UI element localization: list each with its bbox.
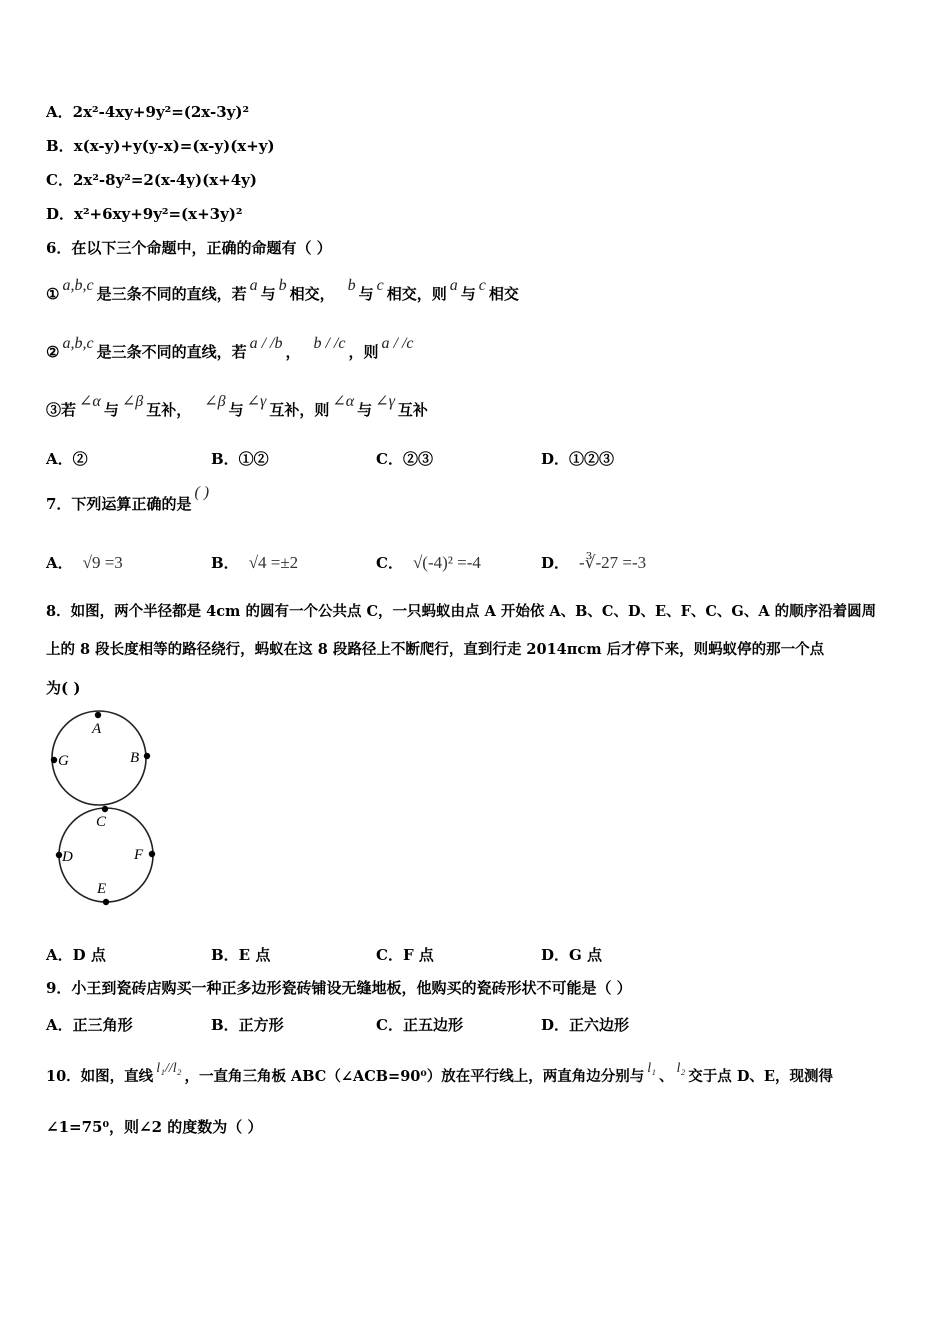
label-f: F [134, 847, 144, 863]
q8-option-b: B．E 点 [211, 946, 271, 964]
option-text: 2x²-4xy+9y²=(2x-3y)² [72, 103, 250, 121]
q9-option-c: C．正五边形 [376, 1016, 463, 1034]
two-circles-figure [46, 706, 162, 912]
option-text: x(x-y)+y(y-x)=(x-y)(x+y) [73, 137, 275, 155]
statement-text: 互补，则 [269, 401, 330, 419]
label-d: D [62, 849, 73, 865]
q9-option-b: B．正方形 [211, 1016, 284, 1034]
question-text: 、 [659, 1068, 674, 1085]
q7-option-a [46, 552, 123, 573]
option-math: √4 =±2 [248, 553, 299, 572]
q10-line-2: ∠1=75⁰，则∠2 的度数为（ ） [46, 1118, 263, 1136]
q7-option-b [211, 552, 298, 573]
label-e: E [97, 881, 107, 897]
math-expr: l₁//l₂ [156, 1061, 182, 1076]
statement-text: 与 [357, 401, 373, 419]
statement-number: ① [46, 285, 60, 303]
question-text: 交于点 D、E，现测得 [688, 1068, 833, 1085]
statement-text: 是三条不同的直线，若 [96, 285, 247, 303]
q5-option-b [46, 136, 275, 156]
math-expr: a / /c [381, 335, 414, 352]
q10-line-1 [46, 1061, 833, 1088]
math-expr: a / /b [249, 335, 283, 352]
math-var: a,b,c [62, 335, 94, 352]
math-expr: b / /c [313, 335, 346, 352]
math-var: b [278, 277, 287, 294]
q6-option-a: A．② [46, 450, 88, 468]
option-label: C． [376, 554, 403, 572]
answer-paren: ( ) [194, 484, 210, 501]
point-c-dot [102, 806, 108, 812]
option-label: B． [46, 137, 74, 155]
q8-option-a: A．D 点 [46, 946, 106, 964]
statement-text: ，则 [348, 343, 379, 361]
option-label: D． [46, 205, 75, 223]
q9-option-d: D．正六边形 [541, 1016, 630, 1034]
math-var: l₁ [647, 1061, 656, 1076]
statement-text: 互补 [397, 401, 428, 419]
statement-text: 与 [260, 285, 276, 303]
q6-option-c: C．②③ [376, 450, 433, 468]
question-text: 10．如图，直线 [46, 1068, 154, 1085]
statement-text: 是三条不同的直线，若 [96, 343, 247, 361]
math-var: b [347, 277, 356, 294]
q6-statement-1 [46, 277, 519, 305]
statement-text: 互补， [146, 401, 192, 419]
statement-number: ② [46, 343, 60, 361]
math-angle: ∠α [79, 393, 101, 410]
q8-option-d: D．G 点 [541, 946, 603, 964]
statement-number: ③若 [46, 401, 77, 419]
math-angle: ∠γ [375, 393, 395, 410]
option-label: A． [46, 554, 73, 572]
point-e-dot [103, 899, 109, 905]
math-var: a,b,c [62, 277, 94, 294]
math-angle: ∠α [332, 393, 355, 410]
math-angle: ∠γ [246, 393, 267, 410]
option-label: D． [541, 554, 570, 572]
q8-line-1: 8．如图，两个半径都是 4cm 的圆有一个公共点 C，一只蚂蚁由点 A 开始依 A、B、C、D、E、F、C、G、A 的顺序沿着圆周 [46, 603, 877, 620]
statement-text: 与 [358, 285, 374, 303]
option-label: B． [211, 554, 239, 572]
q9-option-a: A．正三角形 [46, 1016, 133, 1034]
question-text: 7．下列运算正确的是 [46, 495, 192, 513]
point-f-dot [149, 851, 155, 857]
q7-option-c [376, 552, 481, 573]
option-label: A． [46, 103, 73, 121]
point-a-dot [95, 712, 101, 718]
statement-text: 与 [103, 401, 119, 419]
option-text: x²+6xy+9y²=(x+3y)² [74, 205, 243, 223]
label-b: B [130, 750, 140, 766]
q6-statement-2 [46, 335, 417, 363]
option-label: C． [46, 171, 73, 189]
point-g-dot [51, 757, 57, 763]
question-text: ，一直角三角板 ABC（∠ACB=90⁰）放在平行线上，两直角边分别与 [184, 1068, 645, 1085]
math-var: l₂ [676, 1061, 686, 1076]
q5-option-d [46, 204, 242, 224]
option-math: √9 =3 [82, 553, 123, 572]
math-angle: ∠β [204, 393, 226, 410]
label-g: G [58, 753, 69, 769]
q6-option-b: B．①② [211, 450, 269, 468]
label-a: A [92, 721, 102, 737]
q6-statement-3 [46, 393, 428, 421]
math-angle: ∠β [121, 393, 144, 410]
statement-text: 与 [228, 401, 244, 419]
q8-option-c: C．F 点 [376, 946, 434, 964]
label-c: C [96, 814, 107, 830]
q6-option-d: D．①②③ [541, 450, 615, 468]
q8-line-2: 上的 8 段长度相等的路径绕行，蚂蚁在这 8 段路径上不断爬行，直到行走 2014πcm 后才停下来，则蚂蚁停的那一个点 [46, 641, 825, 658]
q7-stem [46, 484, 212, 515]
statement-text: ， [285, 343, 301, 361]
q6-stem: 6．在以下三个命题中，正确的命题有（ ） [46, 239, 332, 257]
math-var: a [249, 277, 258, 294]
statement-text: 相交 [488, 285, 519, 303]
q5-option-a [46, 102, 249, 122]
statement-text: 与 [460, 285, 476, 303]
point-b-dot [144, 753, 150, 759]
q9-stem: 9．小王到瓷砖店购买一种正多边形瓷砖铺设无缝地板，他购买的瓷砖形状不可能是（ ） [46, 979, 632, 997]
math-var: a [449, 277, 458, 294]
math-var: c [376, 277, 384, 294]
q8-line-3: 为( ) [46, 679, 81, 697]
option-math: √(-4)² =-4 [412, 553, 481, 572]
q7-option-d [541, 552, 646, 573]
statement-text: 相交， [289, 285, 335, 303]
math-var: c [478, 277, 486, 294]
statement-text: 相交，则 [386, 285, 447, 303]
option-text: 2x²-8y²=2(x-4y)(x+4y) [72, 171, 257, 189]
option-math: -∛-27 =-3 [579, 553, 647, 572]
q5-option-c [46, 170, 257, 190]
